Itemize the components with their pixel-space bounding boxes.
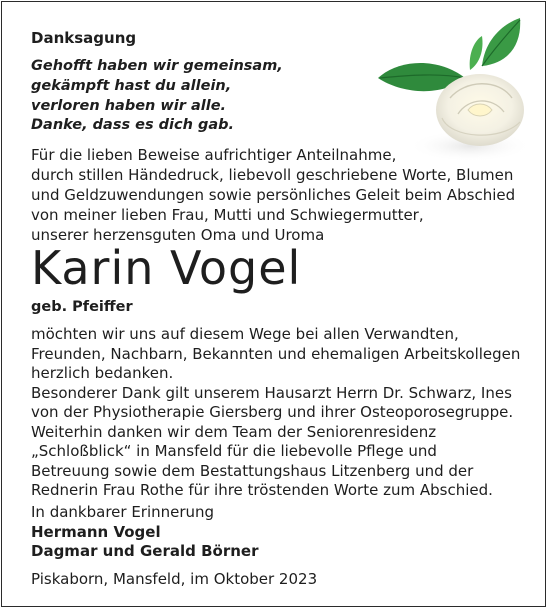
intro-line: von meiner lieben Frau, Mutti und Schwiegermutter, [31, 206, 424, 224]
thanks-line: Besonderer Dank gilt unserem Hausarzt Herrn Dr. Schwarz, Ines [31, 383, 512, 402]
notice-heading: Danksagung [31, 29, 137, 47]
thanks-line: Betreuung sowie dem Bestattungshaus Litzenberg und der [31, 461, 474, 480]
intro-line: durch stillen Händedruck, liebevoll geschriebene Worte, Blumen [31, 166, 514, 184]
maiden-name: geb. Pfeiffer [31, 299, 133, 315]
poem-line: verloren haben wir alle. [31, 97, 227, 114]
intro-line: unserer herzensguten Oma und Uroma [31, 226, 325, 244]
thanks-line: „Schloßblick“ in Mansfeld für die liebevolle Pflege und [31, 442, 437, 460]
poem-block [31, 57, 283, 136]
deceased-name: Karin Vogel [31, 241, 302, 295]
intro-line: und Geldzuwendungen sowie persönliches Geleit beim Abschied [31, 186, 516, 204]
thanks-line: Rednerin Frau Rothe für ihre tröstenden Worte zum Abschied. [31, 481, 493, 499]
thanks-paragraph [31, 325, 520, 501]
intro-paragraph [31, 145, 515, 245]
signer-name: Dagmar und Gerald Börner [31, 542, 259, 560]
thanks-line: Weiterhin danken wir dem Team der Seniorenresidenz [31, 422, 437, 441]
thanks-line: Freunden, Nachbarn, Bekannten und ehemaligen Arbeitskollegen [31, 344, 521, 363]
thanks-line: von der Physiotherapie Giersberg und ihrer Osteoporosegruppe. [31, 403, 514, 421]
signer-name: Hermann Vogel [31, 522, 161, 541]
place-date: Piskaborn, Mansfeld, im Oktober 2023 [31, 570, 318, 588]
poem-line: Danke, dass es dich gab. [31, 117, 235, 134]
closing-block [31, 503, 259, 562]
closing-line: In dankbarer Erinnerung [31, 503, 215, 521]
poem-line: Gehofft haben wir gemeinsam, [31, 58, 283, 74]
thanks-line: möchten wir uns auf diesem Wege bei allen Verwandten, [31, 325, 459, 343]
intro-line: Für die lieben Beweise aufrichtiger Anteilnahme, [31, 146, 397, 164]
thanks-line: herzlich bedanken. [31, 364, 174, 382]
poem-line: gekämpft hast du allein, [31, 77, 232, 94]
